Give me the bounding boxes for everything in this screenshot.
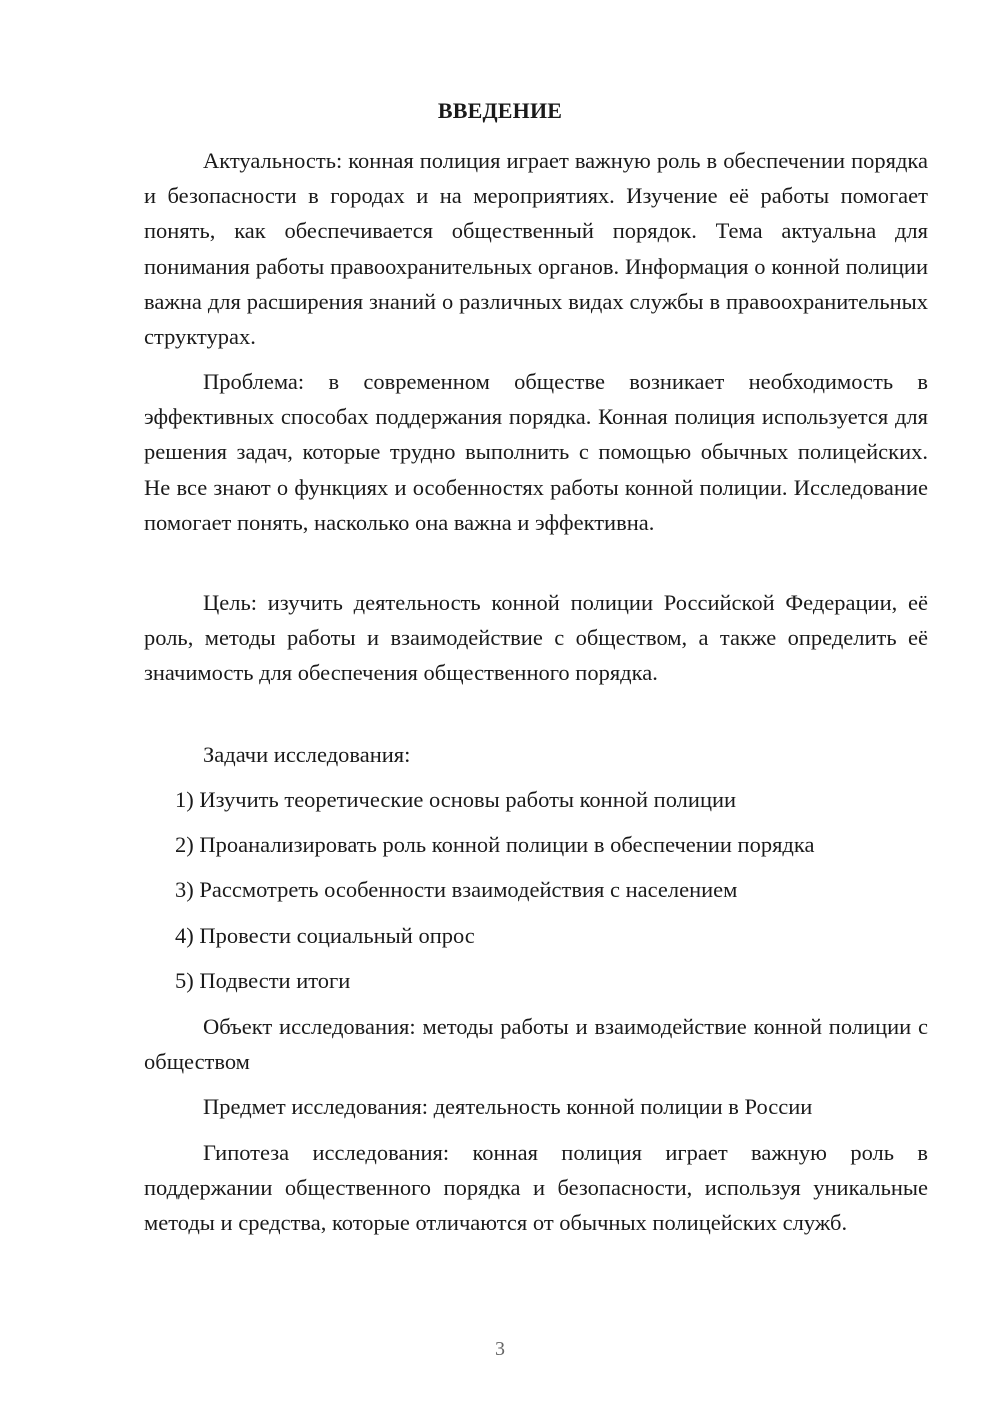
list-item: 3) Рассмотреть особенности взаимодействия с населением xyxy=(175,877,738,902)
paragraph-object: Объект исследования: методы работы и взаимодействие конной полиции с обществом xyxy=(144,1014,928,1075)
list-item: 4) Провести социальный опрос xyxy=(175,923,475,948)
list-item: 2) Проанализировать роль конной полиции в обеспечении порядка xyxy=(175,832,815,857)
list-item: 1) Изучить теоретические основы работы конной полиции xyxy=(175,787,737,812)
paragraph-subject: Предмет исследования: деятельность конной полиции в России xyxy=(203,1094,813,1119)
list-item: 5) Подвести итоги xyxy=(175,968,351,993)
paragraph-hypothesis: Гипотеза исследования: конная полиция играет важную роль в поддержании общественного порядка и безопасности, используя уникальные методы и средства, которые отличаются от обычных полицейских служб. xyxy=(144,1140,928,1236)
paragraph-goal: Цель: изучить деятельность конной полиции Российской Федерации, её роль, методы работы и взаимодействие с обществом, а также определить её значимость для обеспечения общественного порядка. xyxy=(144,590,928,686)
page-number: 3 xyxy=(495,1338,505,1360)
paragraph-relevance: Актуальность: конная полиция играет важную роль в обеспечении порядка и безопасности в городах и на мероприятиях. Изучение её работы помогает понять, как обеспечивается общественный порядок. Тема актуальна для понимания работы правоохранительных органов. Информация о конной полиции важна для расширения знаний о различных видах службы в правоохранительных структурах. xyxy=(144,148,928,350)
paragraph-problem: Проблема: в современном обществе возникает необходимость в эффективных способах поддержания порядка. Конная полиция используется для решения задач, которые трудно выполнить с помощью обычных полицейских. Не все знают о функциях и особенностях работы конной полиции. Исследование помогает понять, насколько она важна и эффективна. xyxy=(144,369,928,535)
tasks-heading: Задачи исследования: xyxy=(203,742,411,767)
page-title: ВВЕДЕНИЕ xyxy=(437,98,563,123)
